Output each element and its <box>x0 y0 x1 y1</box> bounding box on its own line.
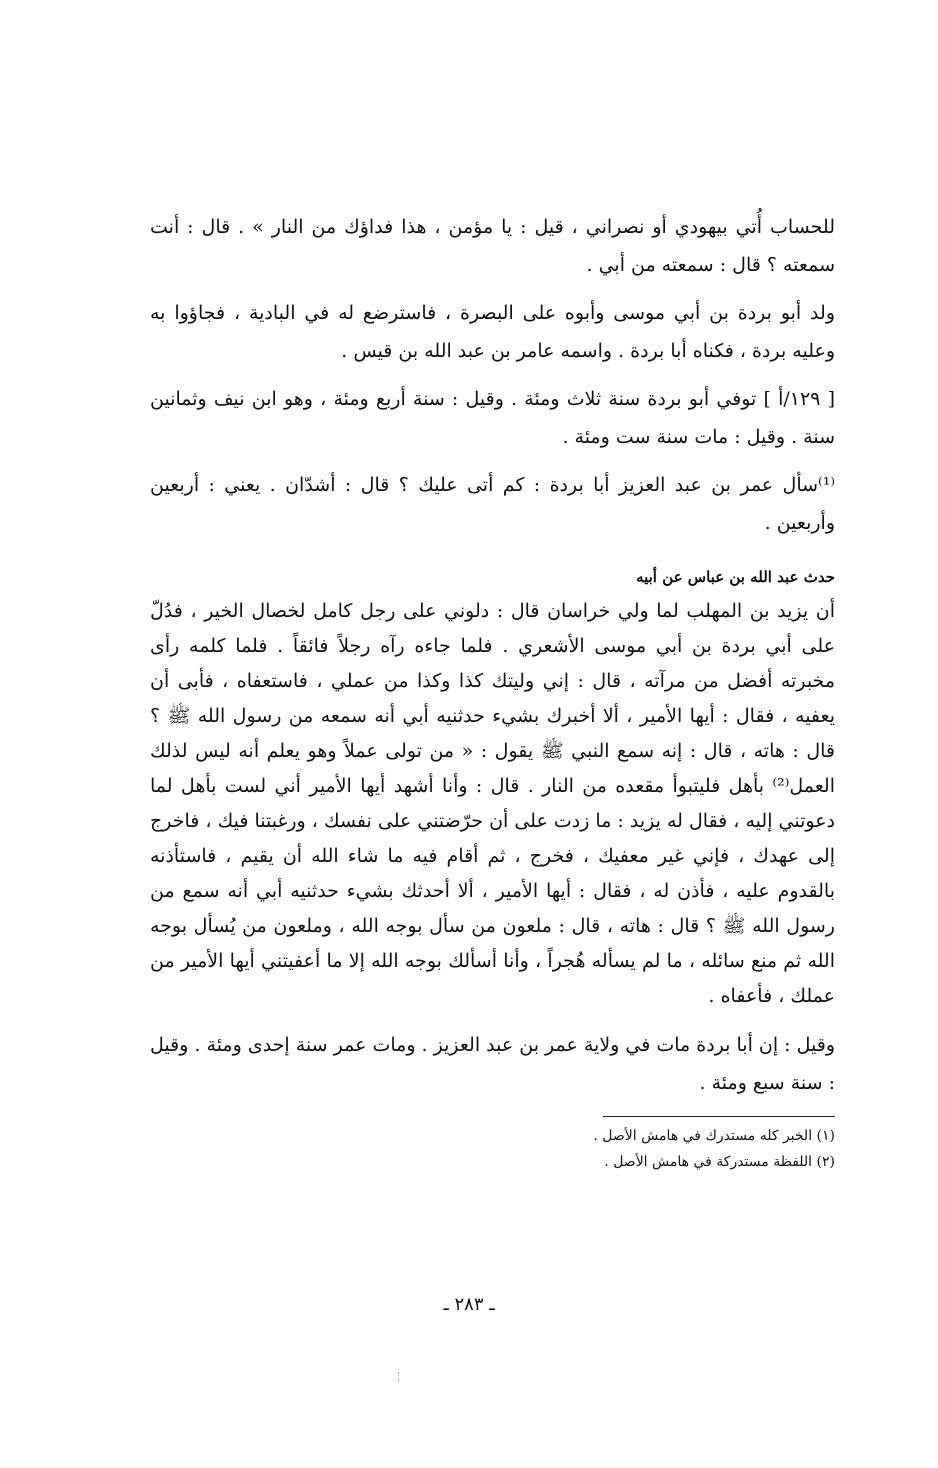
page-body <box>150 208 835 1175</box>
scan-mark <box>398 1372 403 1382</box>
closing-paragraph: وقيل : إن أبا بردة مات في ولاية عمر بن عبد العزيز . ومات عمر سنة إحدى ومئة . وقيل : سنة سبع ومئة . <box>150 1034 835 1094</box>
section-heading: حدث عبد الله بن عباس عن أبيه <box>636 568 835 586</box>
paragraph-1: للحساب أُتي بيهودي أو نصراني ، قيل : يا مؤمن ، هذا فداؤك من النار » . قال : أنت سمعته ؟ قال : سمعته من أبي . <box>150 216 835 276</box>
paragraph-2: ولد أبو بردة بن أبي موسى وأبوه على البصرة ، فاسترضع له في البادية ، فجاؤوا به وعليه بردة ، فكناه أبا بردة . واسمه عامر بن عبد الله بن قيس . <box>150 302 835 362</box>
footnote-1: (١) الخبر كله مستدرك في هامش الأصل . <box>593 1128 835 1144</box>
footnote-2: (٢) اللفظة مستدركة في هامش الأصل . <box>604 1154 835 1170</box>
footnote-divider <box>603 1116 835 1117</box>
page-number: ـ ٢٨٣ ـ <box>443 1294 495 1315</box>
paragraph-4: ⁽¹⁾سأل عمر بن عبد العزيز أبا بردة : كم أتى عليك ؟ قال : أشدّان . يعني : أربعين وأربعين . <box>150 474 835 534</box>
hadith-text: أن يزيد بن المهلب لما ولي خراسان قال : دلوني على رجل كامل لخصال الخير ، فدُلّ على أبي بردة بن أبي موسى الأشعري . فلما جاءه رآه رجلاً فائقاً . فلما كلمه رأى مخبرته أفضل من مرآته ، قال : إني وليتك كذا وكذا من عملي ، فاستعفاه ، فأبى أن يعفيه ، فقال : أيها الأمير ، ألا أخبرك بشيء حدثنيه أبي أنه سمعه من رسول الله ﷺ ؟ قال : هاته ، قال : إنه سمع النبي ﷺ يقول : « من تولى عملاً وهو يعلم أنه ليس لذلك العمل⁽²⁾ بأهل فليتبوأ مقعده من النار . قال : وأنا أشهد أيها الأمير أني لست بأهل لما دعوتني إليه ، فقال له يزيد : ما زدت على أن حرّضتني على نفسك ، ورغبتنا فيك ، فاخرج إلى عهدك ، فإني غير معفيك ، فخرج ، ثم أقام فيه ما شاء الله أن يقيم ، فاستأذنه بالقدوم عليه ، فأذن له ، فقال : أيها الأمير ، ألا أحدثك بشيء حدثنيه أبي أنه سمع من رسول الله ﷺ ؟ قال : هاته ، قال : ملعون من سأل بوجه الله ، وملعون من يُسأل بوجه الله ثم منع سائله ، ما لم يسأله هُجراً ، وأنا أسألك بوجه الله إلا ما أعفيتني أيها الأمير من عملك ، فأعفاه . <box>150 600 835 1007</box>
paragraph-3: [ ١٢٩/أ ] توفي أبو بردة سنة ثلاث ومئة . وقيل : سنة أربع ومئة ، وهو ابن نيف وثمانين سنة . وقيل : مات سنة ست ومئة . <box>150 388 835 448</box>
